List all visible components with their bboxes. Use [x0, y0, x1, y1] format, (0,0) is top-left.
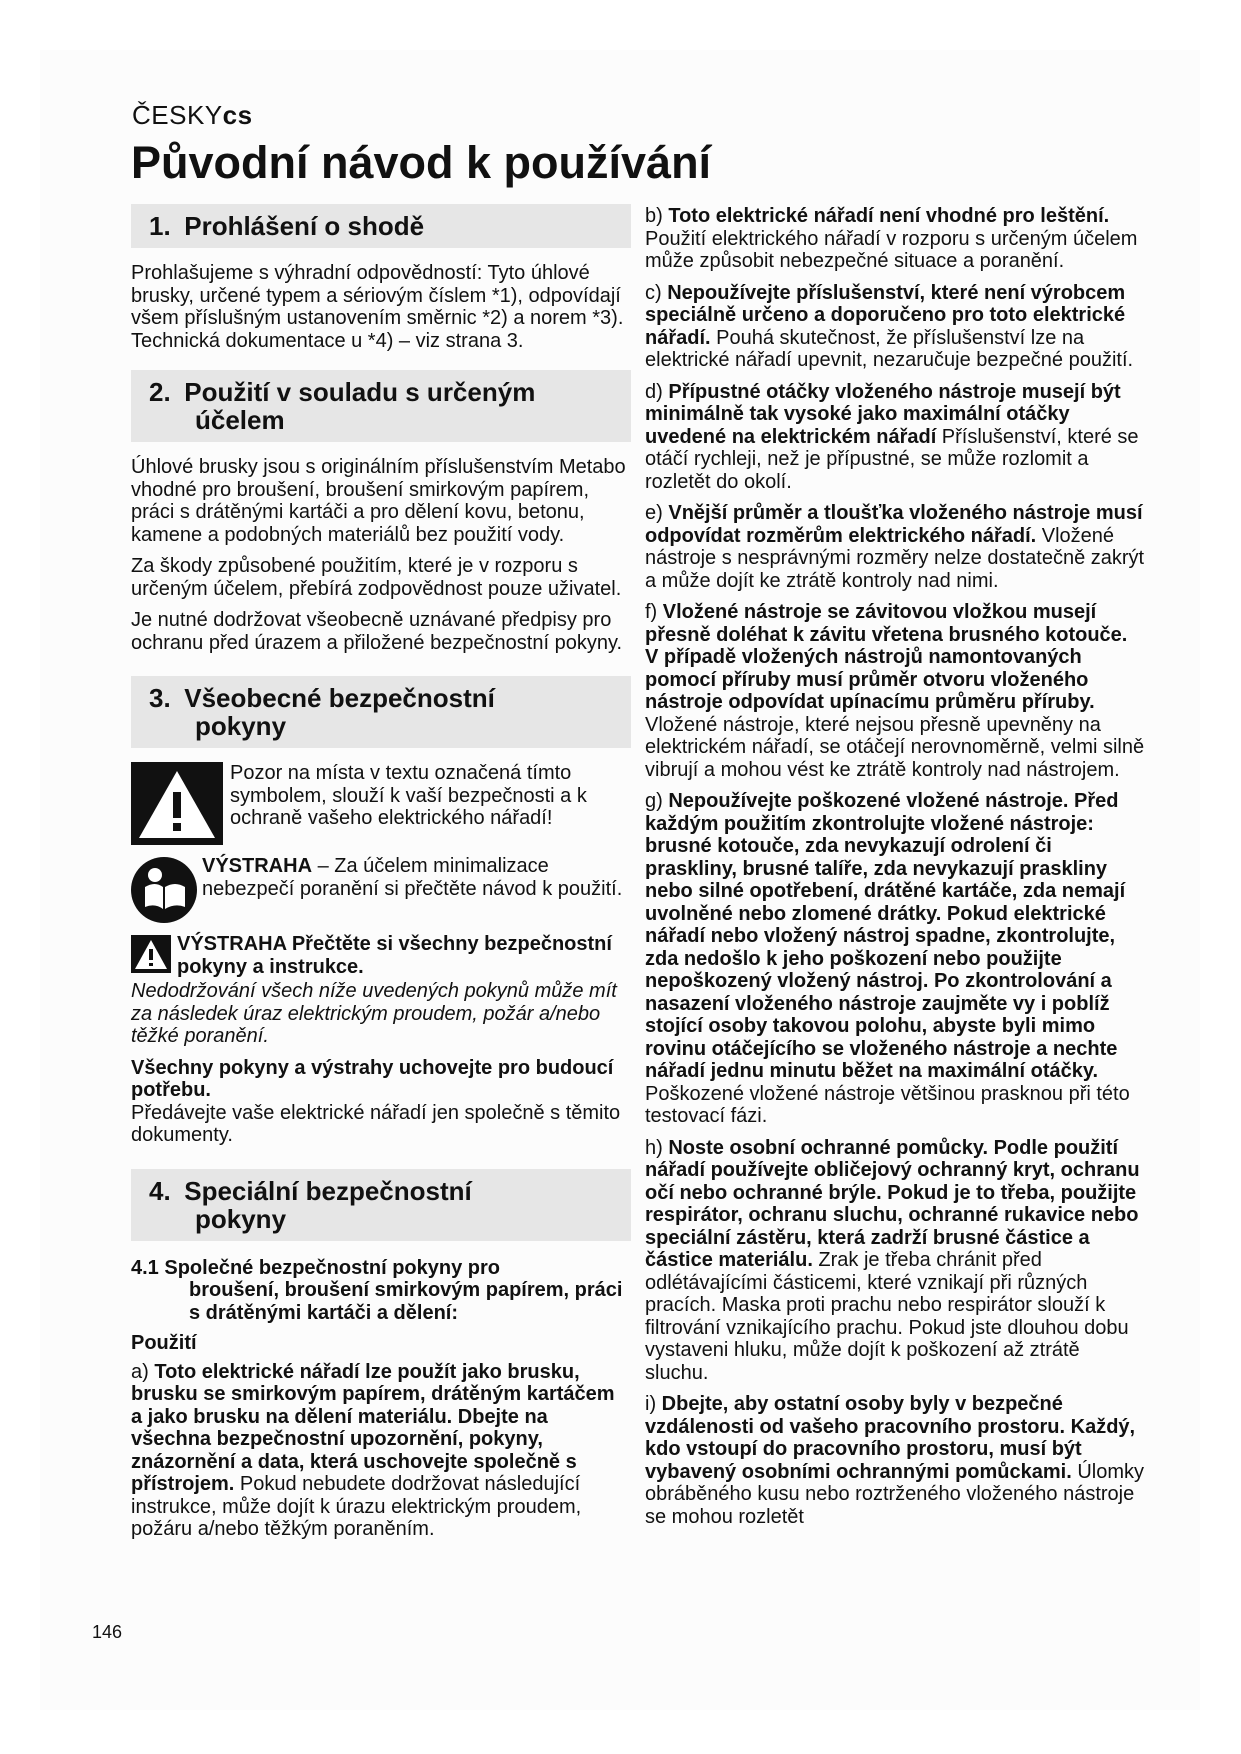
- read-manual-row: [131, 855, 631, 923]
- item-d: d) Přípustné otáčky vloženého nástroje musejí být minimálně tak vysoké jako maximální otáčky uvedené na elektrickém nářadí Příslušenství, které se otáčí rychleji, než je přípustné, se může rozlomit a rozletět do okolí.: [645, 380, 1139, 493]
- read-manual-icon: [131, 857, 197, 923]
- liability-text: Za škody způsobené použitím, které je v rozporu s určeným účelem, přebírá zodpovědnost pouze uživatel.: [131, 555, 622, 600]
- read-instructions-text: VÝSTRAHA Přečtěte si všechny bezpečnostní pokyny a instrukce.: [177, 933, 612, 978]
- section-heading-3: 3. Všeobecné bezpečnostní pokyny: [131, 676, 631, 748]
- section-heading-2: 2. Použití v souladu s určeným účelem: [131, 370, 631, 442]
- subsection-heading-4-1: 4.1 Společné bezpečnostní pokyny pro broušení, broušení smirkovým papírem, práci s drátěnými kartáči a dělení:: [131, 1256, 623, 1324]
- regulations-text: Je nutné dodržovat všeobecně uznávané předpisy pro ochranu před úrazem a přiložené bezpečnostní pokyny.: [131, 609, 623, 654]
- item-g: g) Nepoužívejte poškozené vložené nástroje. Před každým použitím zkontrolujte vložené nástroje: brusné kotouče, zda nevykazují odrolení či praskliny, brusné talíře, zda nevykazují praskliny nebo silné opotřebení, drátěné kartáče, zda nemají uvolněné nebo zlomené drátky. Pokud elektrické nářadí nebo vložený nástroj spadne, zkontrolujte, zda nedošlo k jeho poškození nebo použijte nepoškozený vložený nástroj. Po zkontrolování a nasazení vloženého nástroje zaujměte vy i poblíž stojící osoby takovou polohu, abyste byli mimo rovinu otáčejícího se vloženého nástroje a nechte nářadí jednu minutu běžet na maximální otáčky. Poškozené vložené nástroje většinou prasknou při této testovací fázi.: [645, 790, 1130, 1127]
- left-column: [131, 204, 631, 1550]
- item-c: c) Nepoužívejte příslušenství, které není výrobcem speciálně určeno a doporučeno pro toto elektrické nářadí. Pouhá skutečnost, že příslušenství lze na elektrické nářadí upevnit, nezaručuje bezpečné použití.: [645, 281, 1134, 371]
- keep-instructions-text: Všechny pokyny a výstrahy uchovejte pro budoucí potřebu. Předávejte vaše elektrické nářadí jen společně s těmito dokumenty.: [131, 1056, 621, 1146]
- page-title: Původní návod k používání: [131, 137, 712, 188]
- item-h: h) Noste osobní ochranné pomůcky. Podle použití nářadí používejte obličejový ochranný kryt, ochranu očí nebo ochranné brýle. Pokud je to třeba, použijte respirátor, ochranu sluchu, ochranné rukavice nebo speciální zástěru, která zadrží brusné částice a částice materiálu. Zrak je třeba chránit před odlétávajícími částicemi, které vznikají při různých pracích. Maska proti prachu nebo respirátor slouží k filtrování vznikajícího prachu. Pokud jste dlouhou dobu vystaveni hluku, může dojít k poškození až ztrátě sluchu.: [645, 1136, 1140, 1384]
- item-e: e) Vnější průměr a tloušťka vloženého nástroje musí odpovídat rozměrům elektrického nářadí. Vložené nástroje s nesprávnými rozměry nelze dostatečně zakrýt a může dojít ke ztrátě kontroly nad nimi.: [645, 502, 1145, 592]
- declaration-text: Prohlašujeme s výhradní odpovědností: Tyto úhlové brusky, určené typem a sériovým číslem *1), odpovídají všem příslušným ustanovením směrnic *2) a norem *3). Technická dokumentace u *4) – viz strana 3.: [131, 262, 624, 352]
- item-i: i) Dbejte, aby ostatní osoby byly v bezpečné vzdálenosti od vašeho pracovního prostoru. Každý, kdo vstoupí do pracovního prostoru, musí být vybavený osobními ochrannými pomůckami. Úlomky obráběného kusu nebo roztrženého vloženého nástroje se mohou rozletět: [645, 1393, 1145, 1528]
- section-heading-1: 1. Prohlášení o shodě: [131, 204, 631, 248]
- attention-text: Pozor na místa v textu označená tímto symbolem, slouží k vaší bezpečnosti a k ochraně vašeho elektrického nářadí!: [230, 762, 587, 829]
- right-column: [645, 205, 1145, 1537]
- warning-triangle-icon: [131, 762, 223, 845]
- item-b: b) Toto elektrické nářadí není vhodné pro leštění. Použití elektrického nářadí v rozporu s určeným účelem může způsobit nebezpečné situace a poranění.: [645, 205, 1138, 272]
- attention-row: [131, 762, 631, 845]
- section-heading-4: 4. Speciální bezpečnostní pokyny: [131, 1169, 631, 1241]
- page-number: 146: [92, 1622, 123, 1642]
- read-instructions-row: [131, 933, 631, 978]
- warning-triangle-small-icon: [131, 935, 171, 973]
- intended-use-text: Úhlové brusky jsou s originálním příslušenstvím Metabo vhodné pro broušení, broušení smirkovým papírem, práci s drátěnými kartáči a pro dělení kovu, betonu, kamene a podobných materiálů bez použití vody.: [131, 456, 626, 546]
- language-label: ČESKYcs: [132, 100, 253, 130]
- consequence-text: Nedodržování všech níže uvedených pokynů může mít za následek úraz elektrickým proudem, požár a/nebo těžké poranění.: [131, 980, 617, 1047]
- use-heading: Použití: [131, 1332, 197, 1354]
- item-a: a) Toto elektrické nářadí lze použít jako brusku, brusku se smirkovým papírem, drátěným kartáčem a jako brusku na dělení materiálu. Dbejte na všechna bezpečnostní upozornění, pokyny, znázornění a data, která uschovejte společně s přístrojem. Pokud nebudete dodržovat následující instrukce, může dojít k úrazu elektrickým proudem, požáru a/nebo těžkým poraněním.: [131, 1360, 615, 1540]
- read-manual-text: VÝSTRAHA – Za účelem minimalizace nebezpečí poranění si přečtěte návod k použití.: [202, 855, 623, 900]
- item-f: f) Vložené nástroje se závitovou vložkou musejí přesně doléhat k závitu vřetena brusného kotouče. V případě vložených nástrojů namontovaných pomocí příruby musí průměr otvoru vloženého nástroje odpovídat upínacímu průměru příruby. Vložené nástroje, které nejsou přesně upevněny na elektrickém nářadí, se otáčejí nerovnoměrně, velmi silně vibrují a mohou vést ke ztrátě kontroly nad nástrojem.: [645, 601, 1145, 781]
